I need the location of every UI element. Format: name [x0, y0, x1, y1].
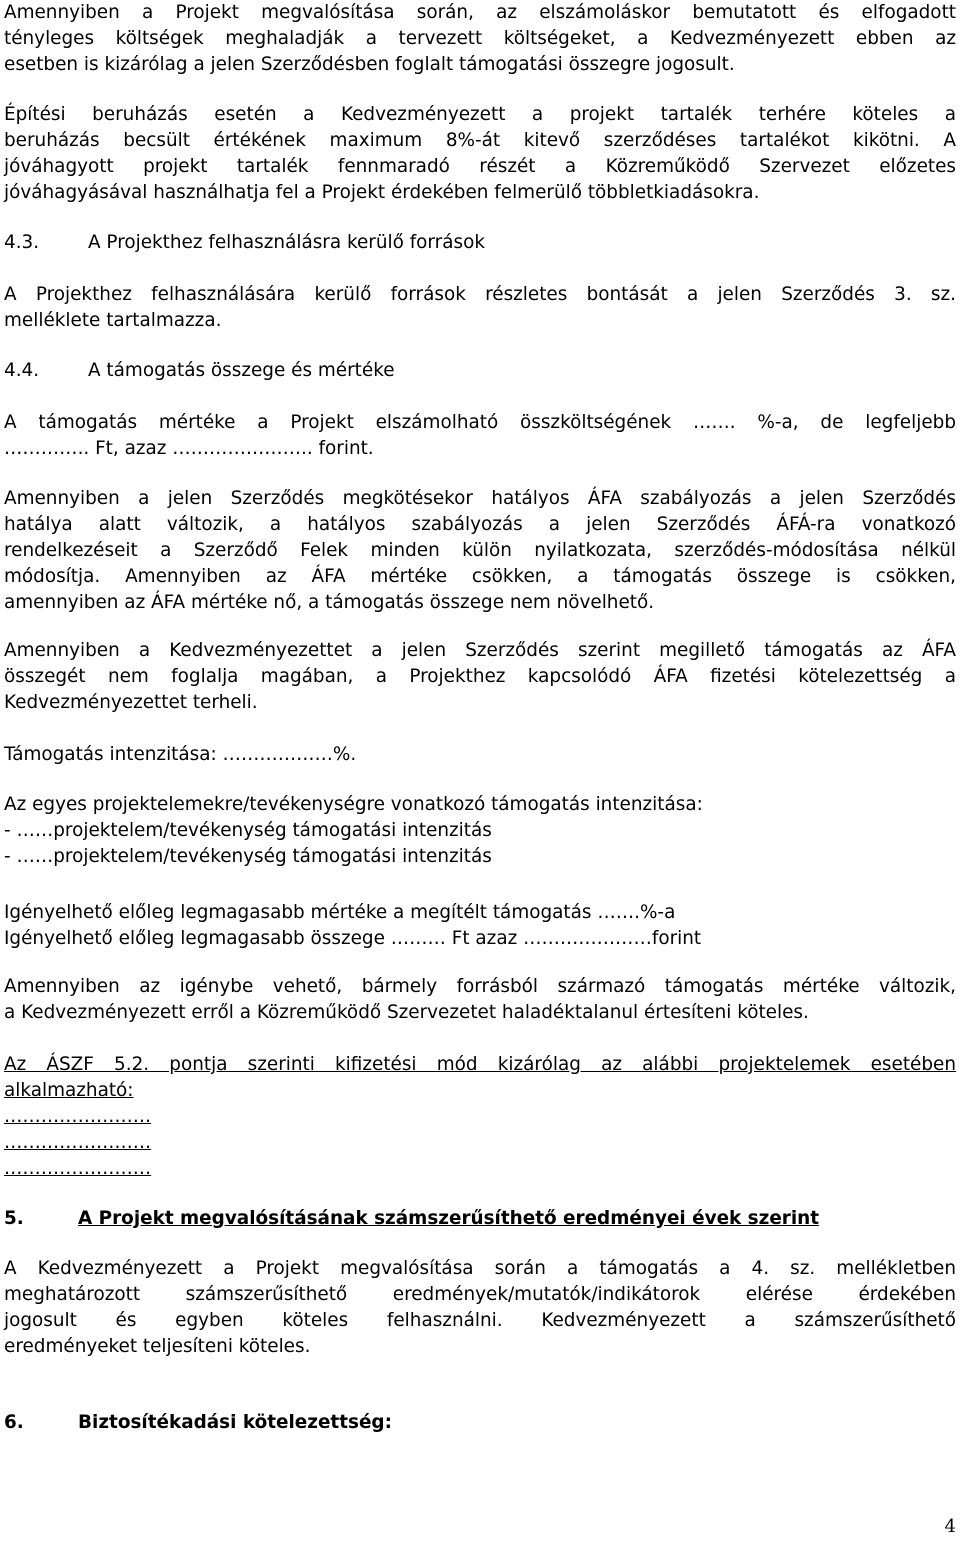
- advance-paragraph: [4, 900, 956, 952]
- text-line: A Projekthez felhasználására kerülő források részletes bontását a jelen Szerződés 3. sz.: [4, 284, 956, 305]
- section-4-4-heading: [4, 358, 395, 384]
- section-number: 4.3.: [4, 232, 40, 253]
- text-line: a Kedvezményezett erről a Közreműködő Szervezetet haladéktalanul értesíteni köteles.: [4, 1002, 809, 1023]
- text-line: Igényelhető előleg legmagasabb összege ……… Ft azaz …………………forint: [4, 928, 702, 949]
- page-number: 4: [944, 1516, 956, 1537]
- section-number: 4.4.: [4, 360, 40, 381]
- support-rate-paragraph: [4, 410, 956, 462]
- text-line: Amennyiben a Kedvezményezettet a jelen Szerződés szerint megillető támogatás az ÁFA: [4, 640, 956, 661]
- text-line: rendelkezéseit a Szerződő Felek minden külön nyilatkozata, szerződés-módosítása nélkül: [4, 540, 956, 561]
- text-line: Amennyiben az igénybe vehető, bármely forrásból származó támogatás mértéke változik,: [4, 976, 956, 997]
- blank-line: ……………………: [4, 1132, 152, 1153]
- text-line: Támogatás intenzitása: ………………%.: [4, 744, 357, 765]
- blank-lines: [4, 1104, 956, 1182]
- text-line: jogosult és egyben köteles felhasználni. Kedvezményezett a számszerűsíthető: [4, 1310, 956, 1331]
- section-4-3-heading: [4, 230, 485, 256]
- notify-paragraph: [4, 974, 956, 1026]
- section-number: 6.: [4, 1412, 24, 1433]
- text-line: Igényelhető előleg legmagasabb mértéke a megítélt támogatás …….%-a: [4, 902, 676, 923]
- section-title: A Projekt megvalósításának számszerűsíthető eredményei évek szerint: [78, 1208, 820, 1229]
- aszf-paragraph: [4, 1052, 956, 1104]
- section-number: 5.: [4, 1208, 24, 1229]
- text-line: Az ÁSZF 5.2. pontja szerinti kifizetési mód kizárólag az alábbi projektelemek esetében: [4, 1054, 956, 1075]
- section-5-body: [4, 1256, 956, 1360]
- intensity-line: [4, 742, 956, 768]
- section-title: A támogatás összege és mértéke: [88, 360, 395, 381]
- text-line: Építési beruházás esetén a Kedvezményezett a projekt tartalék terhére köteles a: [4, 104, 956, 125]
- section-title: A Projekthez felhasználásra kerülő források: [88, 232, 485, 253]
- list-item: - ……projektelem/tevékenység támogatási intenzitás: [4, 846, 492, 867]
- text-line: A Kedvezményezett a Projekt megvalósítása során a támogatás a 4. sz. mellékletben: [4, 1258, 956, 1279]
- text-line: meghatározott számszerűsíthető eredmények/mutatók/indikátorok elérése érdekében: [4, 1284, 956, 1305]
- text-line: melléklete tartalmazza.: [4, 310, 222, 331]
- text-line: amennyiben az ÁFA mértéke nő, a támogatás összege nem növelhető.: [4, 592, 655, 613]
- vat-change-paragraph: [4, 486, 956, 616]
- text-line: A támogatás mértéke a Projekt elszámolható összköltségének ……. %-a, de legfeljebb: [4, 412, 956, 433]
- text-line: Amennyiben a jelen Szerződés megkötésekor hatályos ÁFA szabályozás a jelen Szerződés: [4, 488, 956, 509]
- text-line: alkalmazható:: [4, 1080, 134, 1101]
- text-line: jóváhagyott projekt tartalék fennmaradó részét a Közreműködő Szervezet előzetes: [4, 156, 956, 177]
- vat-not-included-paragraph: [4, 638, 956, 716]
- intro-paragraph: [4, 0, 956, 78]
- blank-line: ……………………: [4, 1106, 152, 1127]
- text-line: jóváhagyásával használhatja fel a Projekt érdekében felmerülő többletkiadásokra.: [4, 182, 760, 203]
- text-line: hatálya alatt változik, a hatályos szabályozás a jelen Szerződés ÁFÁ-ra vonatkozó: [4, 514, 956, 535]
- text-line: összegét nem foglalja magában, a Projekthez kapcsolódó ÁFA fizetési kötelezettség a: [4, 666, 956, 687]
- text-line: esetben is kizárólag a jelen Szerződésben foglalt támogatási összegre jogosult.: [4, 54, 735, 75]
- section-5-heading: [4, 1206, 819, 1232]
- text-line: tényleges költségek meghaladják a tervezett költségeket, a Kedvezményezett ebben az: [4, 28, 956, 49]
- text-line: beruházás becsült értékének maximum 8%-át kitevő szerződéses tartalékot kikötni. A: [4, 130, 956, 151]
- section-6-heading: [4, 1410, 392, 1436]
- text-line: Az egyes projektelemekre/tevékenységre vonatkozó támogatás intenzitása:: [4, 794, 703, 815]
- text-line: Kedvezményezettet terheli.: [4, 692, 258, 713]
- section-title: Biztosítékadási kötelezettség:: [78, 1412, 392, 1433]
- text-line: eredményeket teljesíteni köteles.: [4, 1336, 311, 1357]
- element-intensity-list: [4, 792, 956, 870]
- blank-line: ……………………: [4, 1158, 152, 1179]
- text-line: Amennyiben a Projekt megvalósítása során, az elszámoláskor bemutatott és elfogadott: [4, 2, 956, 23]
- construction-paragraph: [4, 102, 956, 206]
- list-item: - ……projektelem/tevékenység támogatási intenzitás: [4, 820, 492, 841]
- text-line: ………….. Ft, azaz ………………….. forint.: [4, 438, 374, 459]
- section-4-3-body: [4, 282, 956, 334]
- text-line: módosítja. Amennyiben az ÁFA mértéke csökken, a támogatás összege is csökken,: [4, 566, 956, 587]
